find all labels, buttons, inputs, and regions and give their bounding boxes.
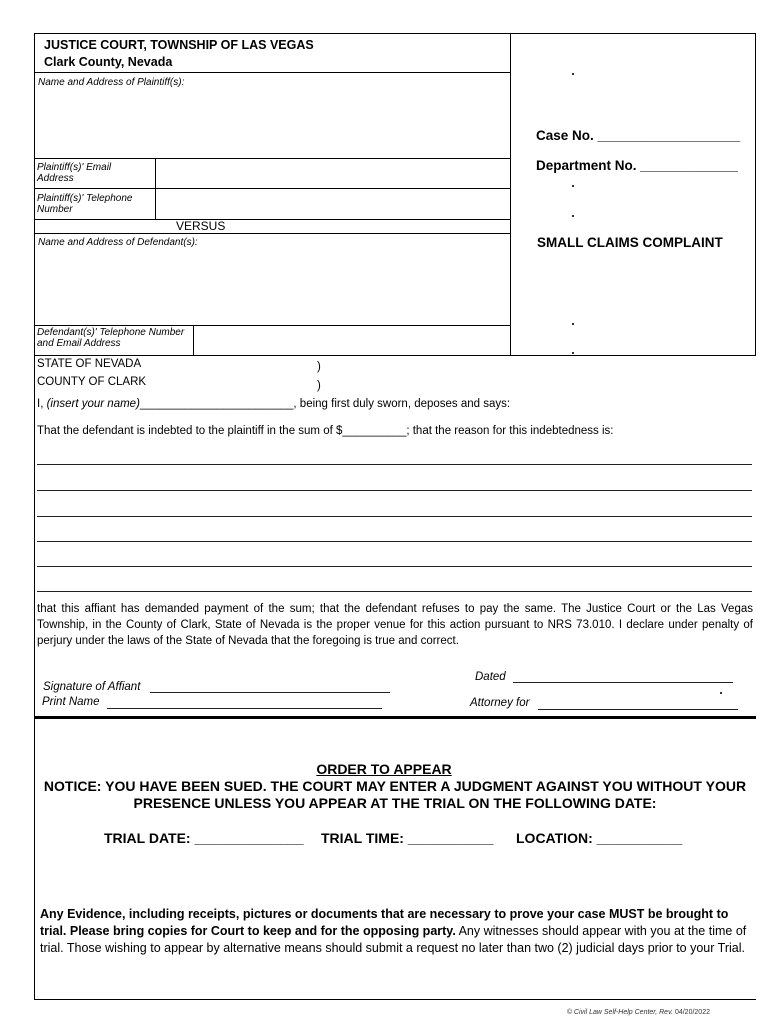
oath-line <box>37 398 510 410</box>
reason-line <box>37 591 752 592</box>
dated-line <box>513 682 733 683</box>
versus-label: VERSUS <box>176 219 226 233</box>
top-border <box>34 33 756 34</box>
trial-time-field: TRIAL TIME: ___________ <box>321 830 494 846</box>
signature-line <box>150 692 390 693</box>
bottom-border <box>34 999 756 1000</box>
caption-bottom-rule <box>34 355 756 356</box>
attorney-label <box>470 697 529 709</box>
print-name-label-text: Print Name <box>42 696 100 708</box>
plaintiff-email-label: Plaintiff(s)' Email Address <box>37 162 112 184</box>
reason-line <box>37 566 752 567</box>
order-title-text: ORDER TO APPEAR <box>316 761 452 777</box>
dated-label-text: Dated <box>475 671 506 683</box>
scan-dot <box>572 215 574 217</box>
attorney-label-text: Attorney for <box>470 697 530 709</box>
scan-dot <box>572 323 574 325</box>
county-paren: ) <box>317 380 321 392</box>
plaintiff-divider <box>34 158 511 159</box>
versus-divider <box>34 233 511 234</box>
reason-line <box>37 490 752 491</box>
plaintiff-phone-label: Plaintiff(s)' Telephone Number <box>37 193 133 215</box>
right-border <box>755 33 756 355</box>
trial-date-field: TRIAL DATE: ______________ <box>104 830 304 846</box>
reason-line <box>37 516 752 517</box>
email-field-divider <box>155 158 156 220</box>
footer-credit <box>567 1009 710 1016</box>
case-number-field: Case No. ___________________ <box>536 128 741 143</box>
location-field: LOCATION: ___________ <box>516 830 683 846</box>
signature-label <box>43 681 140 693</box>
scan-dot <box>572 185 574 187</box>
county-label: COUNTY OF CLARK <box>37 376 147 388</box>
oath-name-hint: (insert your name) <box>46 398 140 410</box>
defendant-divider <box>34 325 511 326</box>
scan-dot <box>572 352 574 354</box>
plaintiff-name-address-label: Name and Address of Plaintiff(s): <box>38 77 185 88</box>
reason-line <box>37 464 752 465</box>
evidence-bold-text: Any Evidence, including receipts, pictures or documents that are necessary to prove your case MUST be brought to trial. Please bring copies for Court to keep and for the opposing party. <box>40 907 729 938</box>
header-divider <box>34 72 511 73</box>
print-name-line <box>107 708 382 709</box>
oath-prefix: I, <box>37 398 47 410</box>
section-divider-thick <box>34 716 756 719</box>
evidence-rest-text: Any witnesses should appear with you at the time of trial. Those wishing to appear by alternative means should submit a request no later than two (2) judicial days prior to your Trial. <box>40 924 747 955</box>
oath-rest: ________________________, being first duly sworn, deposes and says: <box>139 398 511 410</box>
phone-divider <box>34 219 511 220</box>
dated-label <box>475 671 506 683</box>
notice-text: NOTICE: YOU HAVE BEEN SUED. THE COURT MAY ENTER A JUDGMENT AGAINST YOU WITHOUT YOUR PRESENCE UNLESS YOU APPEAR AT THE TRIAL ON THE FOLLOWING DATE: <box>43 778 747 811</box>
defendant-field-divider <box>193 325 194 355</box>
print-name-label <box>42 696 100 708</box>
defendant-phone-email-label: Defendant(s)' Telephone Number and Email Address <box>37 327 185 349</box>
order-title <box>0 761 768 777</box>
state-paren: ) <box>317 361 321 373</box>
signature-label-text: Signature of Affiant <box>43 681 141 693</box>
email-divider <box>34 188 511 189</box>
defendant-name-address-label: Name and Address of Defendant(s): <box>38 237 198 248</box>
scan-dot <box>572 73 574 75</box>
evidence-notice <box>40 906 752 957</box>
scan-dot <box>720 692 722 694</box>
caption-divider <box>510 33 511 355</box>
form-title: SMALL CLAIMS COMPLAINT <box>537 235 723 250</box>
attorney-line <box>538 709 738 710</box>
court-county: Clark County, Nevada <box>44 55 173 69</box>
department-number-field: Department No. _____________ <box>536 158 738 173</box>
footer-rev-date: 04/20/2022 <box>674 1009 710 1016</box>
reason-line <box>37 541 752 542</box>
footer-credit-text: © Civil Law Self-Help Center, Rev. <box>566 1009 675 1016</box>
left-border <box>34 33 35 1000</box>
court-title: JUSTICE COURT, TOWNSHIP OF LAS VEGAS <box>44 38 314 52</box>
demand-statement: that this affiant has demanded payment of the sum; that the defendant refuses to pay the same. The Justice Court or the Las Vegas Township, in the County of Clark, State of Nevada is the proper venue for this action pursuant to NRS 73.010. I declare under penalty of perjury under the laws of the State of Nevada that the foregoing is true and correct. <box>37 603 753 647</box>
state-label: STATE OF NEVADA <box>37 358 142 370</box>
indebtedness-statement: That the defendant is indebted to the plaintiff in the sum of $__________; that the reason for this indebtedness is: <box>37 425 614 437</box>
